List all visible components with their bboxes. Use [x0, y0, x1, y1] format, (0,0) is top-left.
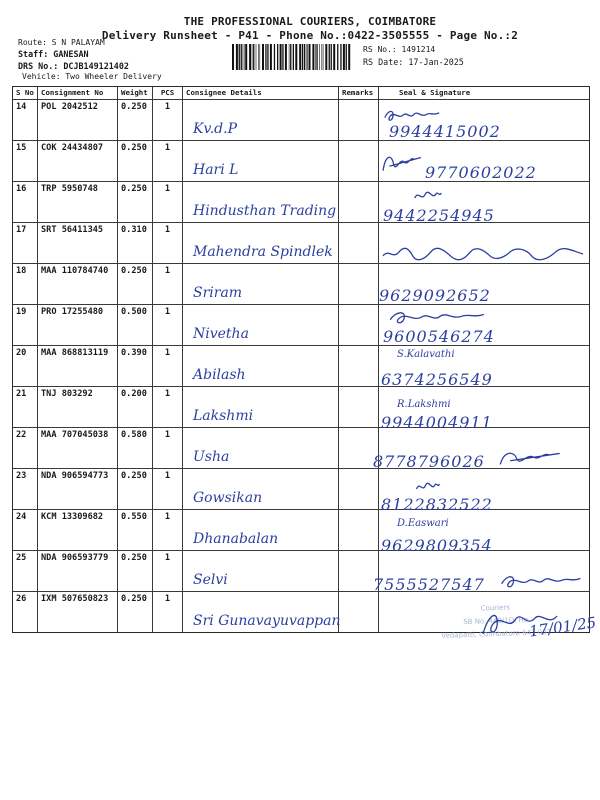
- weight-cell: 0.250: [118, 592, 153, 632]
- signatory-phone: 8122832522: [381, 495, 493, 514]
- barcode-bar: [333, 44, 335, 70]
- table-header-row: [13, 87, 589, 99]
- table-row: [13, 427, 589, 471]
- consignment-cell: KCM 13309682: [38, 510, 118, 550]
- consignment-cell: IXM 507650823: [38, 592, 118, 632]
- consignee-handwriting: Sriram: [193, 285, 243, 301]
- signature-cell: [373, 551, 589, 594]
- consignee-handwriting: Sri Gunavayuvappan: [193, 613, 341, 629]
- consignment-cell: MAA 868813119: [38, 346, 118, 386]
- pcs-cell: 1: [153, 346, 183, 386]
- consignment-cell: MAA 110784740: [38, 264, 118, 304]
- scribble-stroke: [415, 192, 441, 198]
- pcs-cell: 1: [153, 141, 183, 181]
- signatory-phone: 9770602022: [425, 163, 537, 182]
- barcode-bar: [258, 44, 259, 70]
- consignment-cell: POL 2042512: [38, 100, 118, 140]
- signature-scribble: [479, 606, 559, 640]
- consignee-cell: [183, 428, 339, 468]
- remarks-cell: [339, 387, 379, 427]
- consignee-cell: [183, 100, 339, 140]
- weight-cell: 0.250: [118, 182, 153, 222]
- remarks-cell: [339, 510, 379, 550]
- barcode-bar: [232, 44, 234, 70]
- signature-cell: [379, 223, 589, 263]
- col-header-pcs: PCS: [153, 87, 183, 99]
- consignee-handwriting: Hindusthan Trading: [193, 203, 337, 219]
- pcs-cell: 1: [153, 100, 183, 140]
- consignee-handwriting: Mahendra Spindlek: [193, 244, 333, 260]
- signature-cell: [379, 510, 589, 555]
- signature-scribble: [387, 309, 487, 327]
- scribble-stroke: [502, 577, 581, 587]
- signature-cell: [379, 182, 589, 225]
- barcode-bar: [277, 44, 278, 70]
- consignee-cell: [183, 592, 339, 632]
- pcs-cell: 1: [153, 469, 183, 509]
- sno-cell: 17: [13, 223, 38, 263]
- sno-cell: 24: [13, 510, 38, 550]
- signature-cell: [379, 387, 589, 432]
- barcode-bar: [265, 44, 266, 70]
- barcode-bar: [239, 44, 240, 70]
- pcs-cell: 1: [153, 305, 183, 345]
- remarks-cell: [339, 141, 379, 181]
- barcode-bar: [329, 44, 330, 70]
- col-header-signature: Seal & Signature: [399, 88, 471, 97]
- barcode-bar: [295, 44, 297, 70]
- rs-number: RS No.: 1491214: [363, 45, 436, 54]
- signatory-name: R.Lakshmi: [397, 399, 451, 410]
- barcode-bar: [348, 44, 350, 70]
- col-header-consignee: Consignee Details: [183, 87, 339, 99]
- barcode-bar: [316, 44, 317, 70]
- barcode-bar: [236, 44, 238, 70]
- barcode-bar: [282, 44, 283, 70]
- consignment-cell: PRO 17255480: [38, 305, 118, 345]
- stamp-line: Couriers: [480, 603, 511, 613]
- signatory-phone: 9944004911: [381, 413, 493, 432]
- table-row: [13, 550, 589, 594]
- consignee-handwriting: Selvi: [193, 572, 228, 588]
- table-row: [13, 140, 589, 181]
- consignment-cell: TRP 5950748: [38, 182, 118, 222]
- barcode-bar: [331, 44, 332, 70]
- scribble-stroke: [383, 248, 583, 259]
- barcode-bar: [267, 44, 268, 70]
- barcode-bar: [315, 44, 316, 70]
- consignment-cell: NDA 906594773: [38, 469, 118, 509]
- sno-cell: 14: [13, 100, 38, 140]
- table-row: [13, 222, 589, 263]
- barcode-bar: [325, 44, 327, 70]
- consignee-handwriting: Lakshmi: [193, 408, 254, 424]
- table-row: [13, 386, 589, 432]
- table-row: [13, 263, 589, 304]
- barcode-bar: [307, 44, 308, 70]
- barcode-bar: [346, 44, 347, 70]
- sno-cell: 23: [13, 469, 38, 509]
- col-header-sno: S No: [13, 87, 38, 99]
- signature-cell: [379, 141, 589, 181]
- table-row: [13, 304, 589, 345]
- remarks-cell: [339, 346, 379, 386]
- sno-cell: 19: [13, 305, 38, 345]
- signature-cell: [379, 100, 589, 140]
- runsheet-subtitle: Delivery Runsheet - P41 - Phone No.:0422-3505555 - Page No.:2: [101, 29, 519, 42]
- weight-cell: 0.250: [118, 551, 153, 591]
- barcode-bar: [253, 44, 254, 70]
- consignee-cell: [183, 387, 339, 427]
- stamp-line: SB No. 440/1D, Ho: [463, 615, 529, 627]
- remarks-cell: [339, 100, 379, 140]
- weight-cell: 0.550: [118, 510, 153, 550]
- barcode-bar: [249, 44, 251, 70]
- consignee-cell: [183, 223, 339, 263]
- barcode-bar: [340, 44, 341, 70]
- sno-cell: 16: [13, 182, 38, 222]
- consignee-cell: [183, 510, 339, 550]
- barcode-bar: [243, 44, 244, 70]
- weight-cell: 0.200: [118, 387, 153, 427]
- weight-cell: 0.500: [118, 305, 153, 345]
- signatory-phone: 6374256549: [381, 370, 493, 389]
- staff-label: Staff: GANESAN: [18, 49, 89, 59]
- scribble-stroke: [383, 157, 421, 170]
- barcode-bar: [304, 44, 305, 70]
- signature-cell: [379, 346, 589, 389]
- signature-scribble: [381, 245, 585, 263]
- barcode-bar: [309, 44, 311, 70]
- barcode-bar: [280, 44, 282, 70]
- signature-scribble: [415, 479, 441, 493]
- barcode-bar: [256, 44, 257, 70]
- remarks-cell: [339, 305, 379, 345]
- signatory-name: S.Kalavathi: [397, 349, 455, 360]
- signature-cell: [373, 428, 589, 471]
- consignment-cell: MAA 707045038: [38, 428, 118, 468]
- weight-cell: 0.310: [118, 223, 153, 263]
- sno-cell: 26: [13, 592, 38, 632]
- sno-cell: 18: [13, 264, 38, 304]
- sno-cell: 22: [13, 428, 38, 468]
- barcode-bar: [262, 44, 264, 70]
- remarks-cell: [339, 264, 379, 304]
- drs-number: DRS No.: DCJB149121402: [18, 61, 129, 71]
- barcode-bar: [274, 44, 275, 70]
- sno-cell: 21: [13, 387, 38, 427]
- consignee-cell: [183, 264, 339, 304]
- pcs-cell: 1: [153, 387, 183, 427]
- consignment-cell: TNJ 803292: [38, 387, 118, 427]
- consignee-handwriting: Abilash: [193, 367, 246, 383]
- scribble-stroke: [500, 453, 559, 464]
- weight-cell: 0.250: [118, 264, 153, 304]
- sno-cell: 15: [13, 141, 38, 181]
- weight-cell: 0.250: [118, 100, 153, 140]
- col-header-consignment: Consignment No: [38, 87, 118, 99]
- remarks-cell: [339, 592, 379, 632]
- consignee-handwriting: Nivetha: [193, 326, 249, 342]
- remarks-cell: [339, 223, 379, 263]
- consignee-handwriting: Kv.d.P: [193, 121, 237, 137]
- barcode-bar: [289, 44, 290, 70]
- signature-scribble: [497, 448, 563, 468]
- pcs-cell: 1: [153, 182, 183, 222]
- signatory-phone: 9944415002: [389, 122, 501, 141]
- table-row: [13, 468, 589, 514]
- weight-cell: 0.250: [118, 469, 153, 509]
- barcode-bar: [306, 44, 307, 70]
- signature-cell: [379, 264, 589, 304]
- consignee-handwriting: Dhanabalan: [193, 531, 279, 547]
- barcode-bar: [319, 44, 320, 70]
- signatory-phone: 9629809354: [381, 536, 493, 555]
- signature-cell: [379, 305, 589, 345]
- barcode-bar: [323, 44, 324, 70]
- col-header-weight: Weight: [118, 87, 153, 99]
- route-label: Route: S N PALAYAM: [18, 38, 105, 47]
- remarks-cell: [339, 182, 379, 222]
- consignee-handwriting: Hari L: [193, 162, 239, 178]
- stamp-line: Vedapatti, Coimbatore 641 007: [441, 628, 552, 640]
- barcode-bar: [252, 44, 253, 70]
- signature-cell: [379, 469, 589, 514]
- signatory-name: D.Easwari: [397, 518, 449, 529]
- barcode-bar: [244, 44, 245, 70]
- table-row: [13, 345, 589, 389]
- barcode-bar: [343, 44, 345, 70]
- scribble-stroke: [385, 111, 439, 120]
- signatory-phone: 7555527547: [373, 575, 485, 594]
- pcs-cell: 1: [153, 264, 183, 304]
- consignee-cell: [183, 469, 339, 509]
- col-header-remarks: Remarks: [339, 87, 379, 99]
- barcode-bar: [260, 44, 261, 70]
- barcode-bar: [270, 44, 272, 70]
- signatory-phone: 9600546274: [383, 327, 495, 346]
- barcode-bar: [299, 44, 301, 70]
- pcs-cell: 1: [153, 428, 183, 468]
- barcode-bar: [293, 44, 294, 70]
- signature-scribble: [499, 573, 583, 591]
- signatory-phone: 9442254945: [383, 206, 495, 225]
- vehicle-label: Vehicle: Two Wheeler Delivery: [22, 72, 162, 81]
- barcode-bar: [337, 44, 338, 70]
- barcode-bar: [241, 44, 242, 70]
- pcs-cell: 1: [153, 223, 183, 263]
- barcode-bar: [302, 44, 303, 70]
- consignee-handwriting: Usha: [193, 449, 230, 465]
- sno-cell: 20: [13, 346, 38, 386]
- consignment-cell: NDA 906593779: [38, 551, 118, 591]
- weight-cell: 0.250: [118, 141, 153, 181]
- consignee-cell: [183, 305, 339, 345]
- scribble-stroke: [390, 313, 484, 323]
- consignee-cell: [183, 182, 339, 222]
- weight-cell: 0.580: [118, 428, 153, 468]
- consignment-cell: COK 24434807: [38, 141, 118, 181]
- table-row: [13, 509, 589, 555]
- consignee-handwriting: Gowsikan: [193, 490, 263, 506]
- weight-cell: 0.390: [118, 346, 153, 386]
- pcs-cell: 1: [153, 551, 183, 591]
- barcode-bar: [285, 44, 287, 70]
- signature-scribble: [413, 188, 443, 202]
- remarks-cell: [339, 469, 379, 509]
- barcode-bar: [245, 44, 247, 70]
- pcs-cell: 1: [153, 592, 183, 632]
- table-row: [13, 181, 589, 225]
- signatory-phone: 8778796026: [373, 452, 485, 471]
- scribble-stroke: [417, 483, 440, 489]
- scribble-stroke: [483, 616, 557, 634]
- consignee-cell: [183, 551, 339, 591]
- signature-date: 17/01/25: [528, 613, 598, 641]
- consignee-cell: [183, 141, 339, 181]
- consignment-cell: SRT 56411345: [38, 223, 118, 263]
- sno-cell: 25: [13, 551, 38, 591]
- pcs-cell: 1: [153, 510, 183, 550]
- table-row: [13, 99, 589, 140]
- barcode-bar: [322, 44, 323, 70]
- consignee-cell: [183, 346, 339, 386]
- signature-scribble: [381, 151, 423, 175]
- company-title: THE PROFESSIONAL COURIERS, COIMBATORE: [183, 15, 437, 28]
- barcode: [232, 44, 352, 70]
- signature-scribble: [383, 108, 441, 124]
- signatory-phone: 9629092652: [379, 286, 491, 305]
- rs-date: RS Date: 17-Jan-2025: [363, 57, 464, 67]
- barcode-bar: [312, 44, 314, 70]
- barcode-bar: [290, 44, 291, 70]
